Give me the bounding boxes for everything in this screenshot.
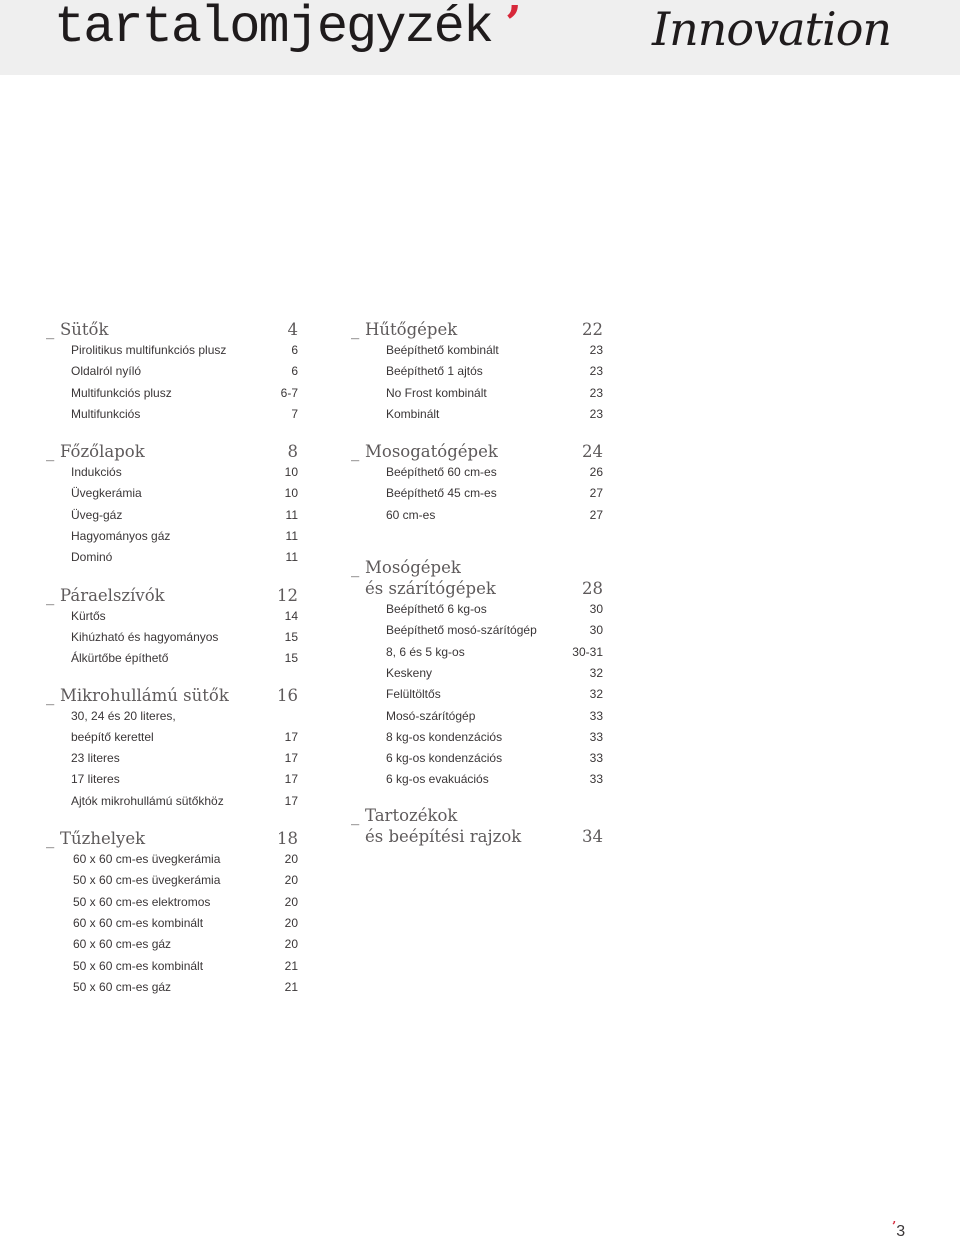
toc-item-label: 60 x 60 cm-es üvegkerámia [73,852,221,867]
toc-section-heading[interactable] [351,318,603,340]
toc-section-heading[interactable] [46,684,298,706]
toc-item[interactable] [351,706,603,727]
toc-item-label: 60 x 60 cm-es gáz [73,937,172,952]
toc-section [46,584,298,670]
toc-item-page: 15 [284,629,298,644]
toc-item[interactable] [351,684,603,705]
toc-item[interactable] [46,383,298,404]
toc-item-list [46,849,298,998]
toc-item-page: 21 [284,958,298,973]
toc-section [46,684,298,812]
toc-item-page: 27 [589,486,603,501]
toc-item-label: Beépíthető kombinált [386,343,499,357]
toc-item-label: Indukciós [71,465,122,480]
toc-item-label: No Frost kombinált [386,385,487,400]
toc-item-label: 60 x 60 cm-es kombinált [73,915,204,930]
toc-item-page: 10 [284,486,298,501]
toc-section-heading[interactable] [46,440,298,462]
toc-item-label: Üveg-gáz [71,507,123,522]
toc-section-heading[interactable] [351,440,603,462]
toc-item-page: 6 [291,343,298,357]
toc-item[interactable] [46,769,298,790]
toc-item-label: Dominó [71,550,113,565]
toc-item-label: Beépíthető mosó-szárítógép [386,623,537,638]
toc-item-label: 8 kg-os kondenzációs [386,729,503,744]
toc-item-page: 30 [589,602,603,617]
toc-section [351,804,603,847]
toc-section [351,318,603,425]
toc-item-page: 33 [589,772,603,787]
toc-item[interactable] [46,526,298,547]
section-prefix: _ [351,558,360,578]
toc-item-label: 30, 24 és 20 literes, [71,708,176,723]
toc-item-page: 17 [284,729,298,744]
toc-item[interactable] [351,361,603,382]
toc-item-label: Pirolitikus multifunkciós plusz [71,343,227,357]
section-title: Főzőlapok [60,442,145,462]
page-number-mark: ’ [892,1219,897,1233]
toc-item-label: Felültöltős [386,687,441,702]
toc-item[interactable] [351,599,603,620]
toc-section [351,440,603,526]
section-prefix: _ [46,685,55,705]
toc-item-page: 26 [589,465,603,480]
toc-item-label: Beépíthető 45 cm-es [386,486,497,501]
page-header [0,0,960,75]
toc-item-label: Kihúzható és hagyományos [71,629,219,644]
toc-item[interactable] [351,663,603,684]
toc-item[interactable] [46,977,298,998]
toc-item[interactable] [351,642,603,663]
page-number-value: 3 [896,1223,906,1240]
toc-item-label: Ajtók mikrohullámú sütőkhöz [71,793,224,808]
toc-item-page: 6 [291,364,298,379]
section-prefix: _ [351,805,360,825]
section-title: és beépítési rajzok [365,826,522,846]
section-page-number: 34 [582,826,603,846]
toc-item[interactable] [46,934,298,955]
toc-item-page: 17 [284,751,298,766]
toc-item-label: Mosó-szárítógép [386,708,476,723]
section-page-number: 22 [582,320,603,339]
toc-item-label: 50 x 60 cm-es elektromos [73,894,211,909]
toc-item-label: Kürtős [71,608,106,623]
toc-item[interactable] [46,727,298,748]
section-prefix: _ [46,320,55,339]
toc-item[interactable] [46,956,298,977]
toc-section-heading[interactable] [46,584,298,606]
toc-item[interactable] [351,483,603,504]
toc-item-label: Kombinált [386,406,440,421]
toc-item-page: 20 [284,894,298,909]
section-title: Mikrohullámú sütők [60,685,229,705]
toc-left-column [46,318,298,998]
toc-item-page: 33 [589,729,603,744]
toc-item-page: 11 [285,507,298,522]
toc-item-label: 6 kg-os kondenzációs [386,751,503,766]
toc-item-label: 8, 6 és 5 kg-os [386,644,465,659]
section-title: Mosógépek [365,558,461,578]
toc-item-page: 11 [285,529,298,544]
section-page-number: 16 [277,685,298,705]
toc-item-page: 23 [589,343,603,357]
toc-item-page: 23 [589,385,603,400]
title-apostrophe-mark: ’ [505,0,522,52]
toc-item-page: 17 [284,793,298,808]
toc-item[interactable] [46,404,298,425]
toc-item[interactable] [351,505,603,526]
toc-item[interactable] [351,340,603,361]
toc-item-label: Multifunkciós plusz [71,385,172,400]
toc-item[interactable] [46,361,298,382]
toc-item-page: 20 [284,937,298,952]
toc-item-label: Keskeny [386,665,433,680]
toc-item-page: 20 [284,915,298,930]
toc-item-page: 27 [589,507,603,522]
toc-item[interactable] [351,727,603,748]
toc-item-label: beépítő kerettel [71,729,154,744]
section-title: Tartozékok [365,805,458,825]
toc-item-label: Álkürtőbe építhető [71,651,169,666]
toc-item-label: 17 literes [71,772,120,787]
toc-item-page: 30 [589,623,603,638]
toc-item-page: 10 [284,465,298,480]
section-prefix: _ [46,829,55,849]
toc-section [46,318,298,425]
toc-section-heading[interactable] [46,827,298,849]
toc-item[interactable] [351,404,603,425]
section-title: Mosogatógépek [365,442,498,462]
toc-item-page: 14 [284,608,298,623]
toc-item-label: Hagyományos gáz [71,529,171,544]
toc-item-list [351,462,603,526]
section-page-number: 8 [287,442,298,462]
toc-item[interactable] [46,706,298,727]
toc-item-page: 32 [589,687,603,702]
toc-item-list [46,606,298,670]
toc-item-label: 50 x 60 cm-es gáz [73,979,172,994]
toc-item-page: 33 [589,751,603,766]
toc-item[interactable] [351,748,603,769]
toc-item-label: Beépíthető 6 kg-os [386,602,487,617]
toc-item-page: 6-7 [280,385,298,400]
toc-item-label: 6 kg-os evakuációs [386,772,489,787]
toc-item-page: 23 [589,364,603,379]
toc-section [351,556,603,791]
toc-section [46,827,298,998]
toc-item-list [46,706,298,812]
toc-item-page: 11 [285,550,298,565]
section-page-number: 18 [277,829,298,849]
section-prefix: _ [46,442,55,462]
toc-item-page: 32 [589,665,603,680]
section-prefix: _ [351,442,360,462]
brand-logo-text: Innovation [652,2,892,56]
toc-item-page: 20 [284,852,298,867]
toc-item-page: 7 [291,406,298,421]
toc-item-label: Beépíthető 60 cm-es [386,465,497,480]
toc-item[interactable] [46,462,298,483]
toc-item-label: 23 literes [71,751,120,766]
page-number [892,1219,905,1241]
toc-item[interactable] [46,483,298,504]
toc-item[interactable] [351,383,603,404]
toc-item[interactable] [351,620,603,641]
toc-item[interactable] [46,892,298,913]
toc-item-label: 50 x 60 cm-es kombinált [73,958,204,973]
section-title: Hűtőgépek [365,320,458,339]
section-page-number: 28 [582,579,603,599]
toc-item-list [46,340,298,425]
toc-item-label: 60 cm-es [386,507,436,522]
toc-item-page: 15 [284,651,298,666]
toc-item-label: Üvegkerámia [71,486,142,501]
toc-item[interactable] [46,340,298,361]
section-prefix: _ [351,320,360,339]
toc-item-label: Beépíthető 1 ajtós [386,364,483,379]
toc-item[interactable] [46,648,298,669]
toc-item-page: 30-31 [572,644,603,659]
toc-item[interactable] [46,547,298,568]
toc-section-heading[interactable] [46,318,298,340]
section-page-number: 12 [277,585,298,605]
toc-item[interactable] [351,462,603,483]
toc-item[interactable] [46,505,298,526]
toc-item[interactable] [46,870,298,891]
toc-item-page: 23 [589,406,603,421]
toc-item-page: 21 [284,979,298,994]
section-title: és szárítógépek [365,579,496,599]
section-title: Sütők [60,320,109,339]
toc-item-page: 17 [284,772,298,787]
toc-item[interactable] [46,791,298,812]
section-title: Tűzhelyek [60,829,146,849]
toc-right-column [351,318,603,847]
page-title: tartalomjegyzék [54,0,493,57]
toc-section [46,440,298,568]
toc-item-list [351,599,603,791]
toc-item-page: 20 [284,873,298,888]
toc-item-label: Oldalról nyíló [71,364,142,379]
toc-item-page: 33 [589,708,603,723]
toc-item-label: Multifunkciós [71,406,141,421]
toc-section-heading[interactable] [351,556,603,599]
toc-item[interactable] [46,913,298,934]
toc-item-list [46,462,298,568]
toc-item-list [351,340,603,425]
toc-item[interactable] [46,606,298,627]
toc-item[interactable] [46,849,298,870]
section-page-number: 4 [287,320,298,339]
toc-item[interactable] [351,769,603,790]
toc-item[interactable] [46,627,298,648]
section-title: Páraelszívók [60,585,165,605]
section-page-number: 24 [582,442,603,462]
section-prefix: _ [46,585,55,605]
toc-item[interactable] [46,748,298,769]
toc-section-heading[interactable] [351,804,603,847]
toc-item-label: 50 x 60 cm-es üvegkerámia [73,873,221,888]
